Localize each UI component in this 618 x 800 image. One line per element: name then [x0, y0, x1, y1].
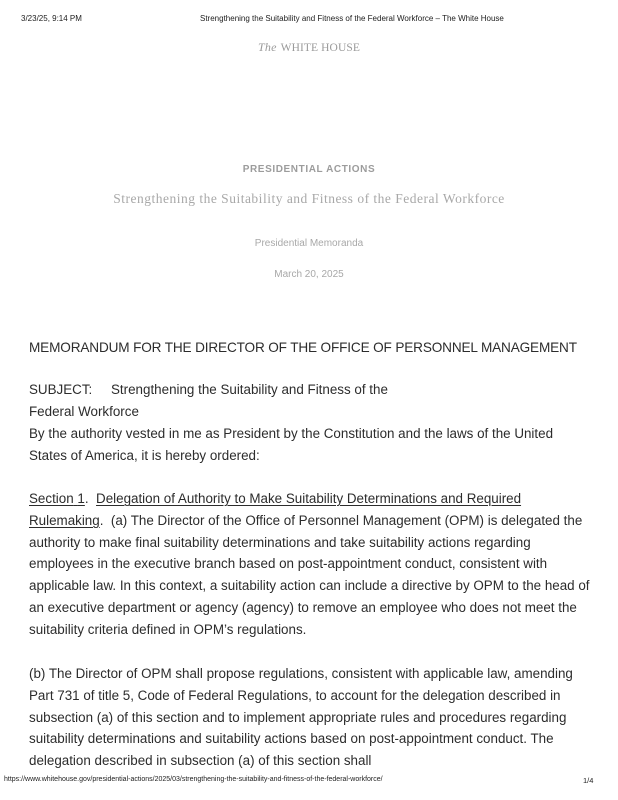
published-date: March 20, 2025	[274, 269, 344, 280]
white-house-logo[interactable]	[0, 40, 618, 55]
print-page-title: Strengthening the Suitability and Fitness of the Federal Workforce – The White House	[200, 14, 504, 23]
section-1-paragraph-a: Section 1. Delegation of Authority to Make Suitability Determinations and Required Rulemaking. (a) The Director of the Office of Personnel Management (OPM) is delegated the authority to make final suitability determinations and take suitability actions regarding employees in the executive branch based on post-appointment conduct, consistent with applicable law. In this context, a suitability action can include a directive by OPM to the head of an executive department or agency (agency) to remove an employee who does not meet the suitability criteria defined in OPM’s regulations.	[29, 491, 590, 637]
subject-label: SUBJECT:	[29, 382, 93, 397]
page-indicator: 1/4	[583, 776, 594, 785]
print-url: https://www.whitehouse.gov/presidential-actions/2025/03/strengthening-the-suitability-and-fitness-of-the-federal-workforce/	[4, 776, 383, 783]
logo-prefix: The	[258, 40, 277, 54]
memo-subject	[29, 379, 594, 423]
authority-paragraph: By the authority vested in me as President by the Constitution and the laws of the United States of America, it is hereby ordered:	[29, 426, 554, 463]
section-heading: Delegation of Authority to Make Suitability Determinations and Required Rulemaking	[29, 491, 522, 528]
category-link[interactable]: Presidential Memoranda	[254, 238, 364, 249]
section-label	[29, 491, 85, 506]
memo-addressee: MEMORANDUM FOR THE DIRECTOR OF THE OFFICE OF PERSONNEL MANAGEMENT	[29, 340, 577, 355]
section-1a-text: (a) The Director of the Office of Personnel Management (OPM) is delegated the authority to make final suitability determinations and take suitability actions regarding employees in the executive branch based on post-appointment conduct, consistent with applicable law. In this context, a suitability action can include a directive by OPM to the head of an executive department or agency (agency) to remove an employee who does not meet the suitability criteria defined in OPM’s regulations.	[29, 512, 590, 637]
page-title: Strengthening the Suitability and Fitness of the Federal Workforce	[113, 191, 505, 206]
section-1-paragraph-b: (b) The Director of OPM shall propose regulations, consistent with applicable law, amending Part 731 of title 5, Code of Federal Regulations, to account for the delegation described in subsection (a) of this section and to implement appropriate rules and procedures regarding suitability determinations and suitability actions based on post-appointment conduct. The delegation described in subsection (a) of this section shall	[29, 666, 573, 769]
section-eyebrow[interactable]: PRESIDENTIAL ACTIONS	[242, 164, 376, 175]
subject-line-1: Strengthening the Suitability and Fitness of the	[111, 382, 388, 397]
section-word: Section	[29, 491, 74, 506]
print-header	[0, 14, 618, 28]
subject-line-2: Federal Workforce	[29, 403, 139, 419]
print-datetime: 3/23/25, 9:14 PM	[21, 14, 82, 23]
section-number: 1	[77, 491, 85, 506]
logo-name: WHITE HOUSE	[280, 42, 360, 54]
